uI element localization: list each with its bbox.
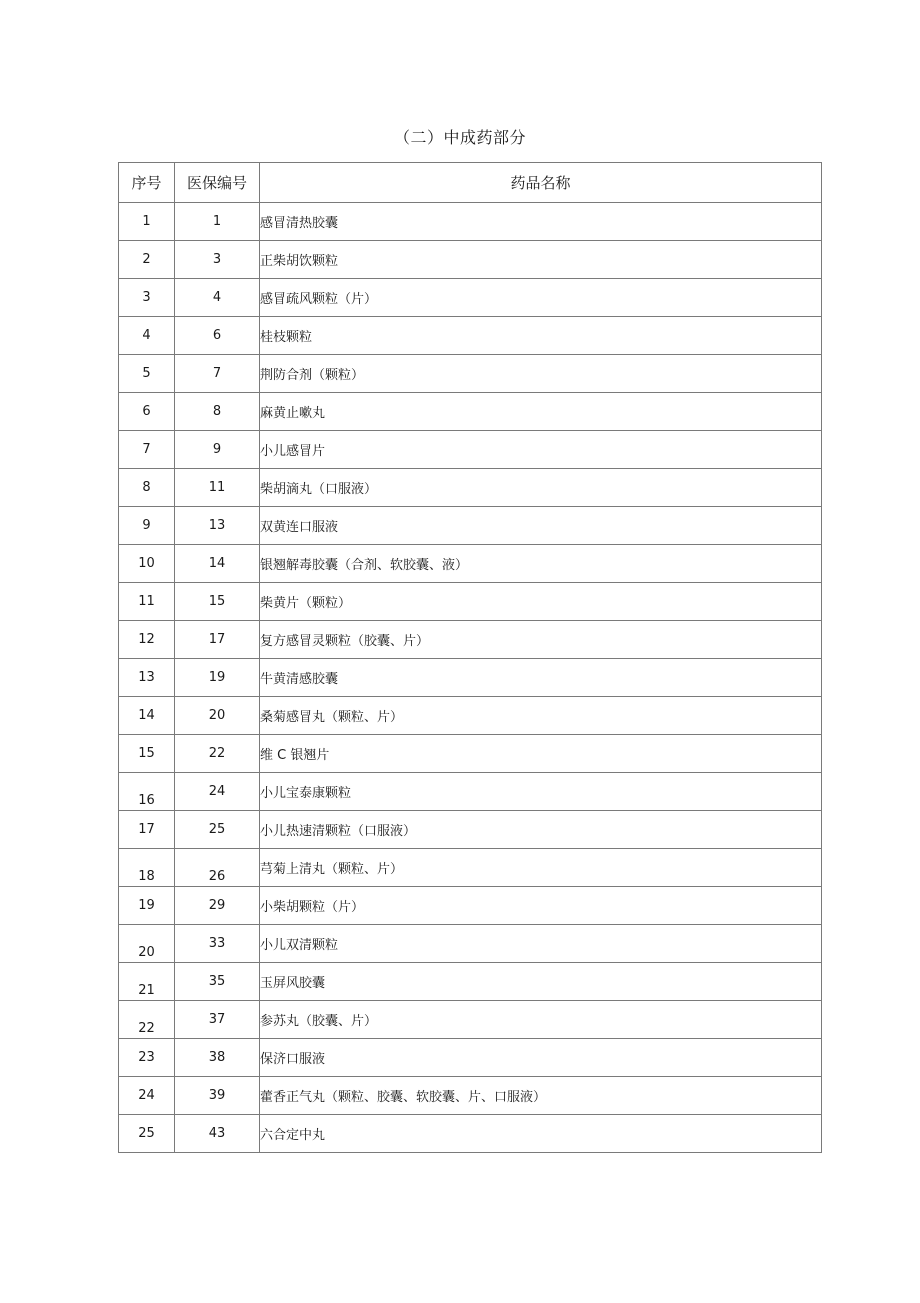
- cell-drug-name: 六合定中丸: [260, 1115, 822, 1153]
- table-row: [119, 545, 822, 583]
- cell-drug-name: 复方感冒灵颗粒（胶囊、片）: [260, 621, 822, 659]
- cell-drug-name: 小儿宝泰康颗粒: [260, 773, 822, 811]
- cell-code: 19: [175, 659, 260, 697]
- table-row: [119, 203, 822, 241]
- cell-drug-name: 感冒疏风颗粒（片）: [260, 279, 822, 317]
- cell-seq: 19: [119, 887, 175, 925]
- table-row: [119, 469, 822, 507]
- cell-drug-name: 荆防合剂（颗粒）: [260, 355, 822, 393]
- cell-code: 14: [175, 545, 260, 583]
- cell-code: 1: [175, 203, 260, 241]
- table-row: [119, 925, 822, 963]
- cell-seq: 24: [119, 1077, 175, 1115]
- cell-seq: 25: [119, 1115, 175, 1153]
- cell-code: 35: [175, 963, 260, 1001]
- cell-seq: 3: [119, 279, 175, 317]
- table-row: [119, 773, 822, 811]
- cell-seq: 16: [119, 773, 175, 811]
- cell-code: 24: [175, 773, 260, 811]
- table-row: [119, 735, 822, 773]
- cell-code: 13: [175, 507, 260, 545]
- cell-drug-name: 维 C 银翘片: [260, 735, 822, 773]
- cell-drug-name: 感冒清热胶囊: [260, 203, 822, 241]
- cell-drug-name: 银翘解毒胶囊（合剂、软胶囊、液）: [260, 545, 822, 583]
- cell-code: 11: [175, 469, 260, 507]
- cell-drug-name: 小儿感冒片: [260, 431, 822, 469]
- cell-code: 43: [175, 1115, 260, 1153]
- table-row: [119, 811, 822, 849]
- cell-seq: 8: [119, 469, 175, 507]
- cell-code: 38: [175, 1039, 260, 1077]
- table-body: [119, 203, 822, 1153]
- drug-table: [118, 162, 822, 1153]
- table-row: [119, 621, 822, 659]
- cell-seq: 14: [119, 697, 175, 735]
- page-title: （二）中成药部分: [393, 128, 526, 147]
- cell-drug-name: 小儿双清颗粒: [260, 925, 822, 963]
- cell-seq: 18: [119, 849, 175, 887]
- header-code: 医保编号: [175, 163, 260, 203]
- table-row: [119, 507, 822, 545]
- cell-code: 15: [175, 583, 260, 621]
- cell-code: 3: [175, 241, 260, 279]
- cell-seq: 4: [119, 317, 175, 355]
- cell-seq: 12: [119, 621, 175, 659]
- table-row: [119, 1115, 822, 1153]
- cell-drug-name: 小儿热速清颗粒（口服液）: [260, 811, 822, 849]
- cell-drug-name: 双黄连口服液: [260, 507, 822, 545]
- cell-drug-name: 芎菊上清丸（颗粒、片）: [260, 849, 822, 887]
- table-row: [119, 279, 822, 317]
- cell-drug-name: 参苏丸（胶囊、片）: [260, 1001, 822, 1039]
- table-row: [119, 697, 822, 735]
- cell-drug-name: 桂枝颗粒: [260, 317, 822, 355]
- table-row: [119, 355, 822, 393]
- table-row: [119, 963, 822, 1001]
- table-row: [119, 431, 822, 469]
- table-row: [119, 393, 822, 431]
- cell-code: 39: [175, 1077, 260, 1115]
- table-row: [119, 887, 822, 925]
- table-row: [119, 1039, 822, 1077]
- cell-seq: 5: [119, 355, 175, 393]
- cell-drug-name: 正柴胡饮颗粒: [260, 241, 822, 279]
- table-row: [119, 849, 822, 887]
- cell-drug-name: 藿香正气丸（颗粒、胶囊、软胶囊、片、口服液）: [260, 1077, 822, 1115]
- header-seq: 序号: [119, 163, 175, 203]
- table-row: [119, 1077, 822, 1115]
- cell-seq: 23: [119, 1039, 175, 1077]
- table-row: [119, 583, 822, 621]
- cell-code: 4: [175, 279, 260, 317]
- cell-drug-name: 小柴胡颗粒（片）: [260, 887, 822, 925]
- cell-seq: 13: [119, 659, 175, 697]
- cell-seq: 17: [119, 811, 175, 849]
- table-row: [119, 1001, 822, 1039]
- cell-code: 8: [175, 393, 260, 431]
- cell-seq: 7: [119, 431, 175, 469]
- table-row: [119, 317, 822, 355]
- cell-seq: 21: [119, 963, 175, 1001]
- cell-seq: 22: [119, 1001, 175, 1039]
- table-row: [119, 241, 822, 279]
- cell-drug-name: 柴黄片（颗粒）: [260, 583, 822, 621]
- cell-seq: 6: [119, 393, 175, 431]
- cell-drug-name: 柴胡滴丸（口服液）: [260, 469, 822, 507]
- cell-code: 6: [175, 317, 260, 355]
- cell-code: 33: [175, 925, 260, 963]
- cell-code: 17: [175, 621, 260, 659]
- cell-seq: 11: [119, 583, 175, 621]
- cell-seq: 9: [119, 507, 175, 545]
- cell-drug-name: 牛黄清感胶囊: [260, 659, 822, 697]
- cell-code: 7: [175, 355, 260, 393]
- cell-code: 22: [175, 735, 260, 773]
- cell-code: 29: [175, 887, 260, 925]
- table-row: [119, 659, 822, 697]
- cell-seq: 10: [119, 545, 175, 583]
- cell-drug-name: 麻黄止嗽丸: [260, 393, 822, 431]
- cell-seq: 15: [119, 735, 175, 773]
- header-name: 药品名称: [260, 163, 822, 203]
- cell-drug-name: 玉屏风胶囊: [260, 963, 822, 1001]
- cell-code: 20: [175, 697, 260, 735]
- table-header-row: [119, 163, 822, 203]
- cell-code: 26: [175, 849, 260, 887]
- cell-drug-name: 保济口服液: [260, 1039, 822, 1077]
- cell-code: 9: [175, 431, 260, 469]
- cell-seq: 20: [119, 925, 175, 963]
- cell-code: 37: [175, 1001, 260, 1039]
- cell-drug-name: 桑菊感冒丸（颗粒、片）: [260, 697, 822, 735]
- cell-seq: 2: [119, 241, 175, 279]
- cell-code: 25: [175, 811, 260, 849]
- cell-seq: 1: [119, 203, 175, 241]
